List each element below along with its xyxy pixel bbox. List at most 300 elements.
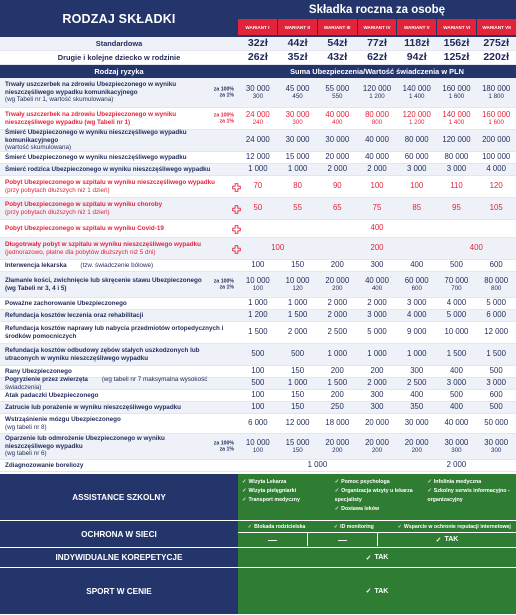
risk-name: Zdiagnozowanie boreliozy: [5, 461, 84, 469]
risk-label: [0, 198, 238, 219]
risk-label: [0, 434, 238, 459]
value-main: 1 000: [367, 349, 387, 359]
value-main: 45 000: [285, 83, 310, 93]
value-main: 600: [489, 260, 503, 270]
risk-value: [278, 272, 318, 297]
value-main: 75: [372, 203, 382, 213]
value-main: 2 000: [367, 378, 387, 388]
assistance-services: [238, 474, 516, 521]
value-main: 70: [253, 181, 263, 191]
premium-value: 125zł: [443, 51, 470, 64]
risk-section-bar: [0, 65, 516, 78]
variant-headers: [238, 19, 516, 35]
value-main: 1 000: [327, 349, 348, 359]
risk-values: [238, 366, 516, 377]
risk-label: [0, 344, 238, 365]
risk-values: [238, 434, 516, 459]
risk-label: [0, 176, 238, 197]
assistance-label: ASSISTANCE SZKOLNY: [0, 474, 238, 521]
value-main: 300: [370, 260, 384, 270]
value-main: 120: [489, 181, 503, 191]
risk-value: [476, 108, 516, 129]
risk-value: [476, 152, 516, 163]
value-per-percent: 200: [332, 447, 343, 455]
assistance-column: [423, 474, 516, 520]
premium-value: 220zł: [483, 51, 510, 64]
risk-value: [397, 260, 437, 271]
value-main: 4 000: [406, 310, 427, 320]
risk-row: [0, 220, 516, 238]
value-main: 300: [370, 390, 384, 400]
value-per-percent: 300: [292, 119, 303, 127]
premium-value: 275zł: [483, 37, 510, 50]
risk-row: [0, 322, 516, 344]
percent-100: za 100%: [213, 278, 234, 285]
tutoring-block: [0, 548, 516, 568]
percent-basis: [214, 278, 234, 291]
risk-row: [0, 460, 516, 472]
value-main: 9 000: [406, 327, 427, 337]
risk-value: [476, 272, 516, 297]
value-main: 400: [410, 390, 424, 400]
risk-value: [437, 260, 477, 271]
risk-value: [357, 434, 397, 459]
value-main: 2 000: [327, 164, 348, 174]
value-main: 100: [370, 181, 384, 191]
assistance-item: ✓ Pomoc psychologa: [335, 478, 422, 487]
risk-name: Rany Ubezpieczonego: [5, 367, 72, 375]
risk-value: [397, 272, 437, 297]
risk-label: [0, 152, 238, 163]
variant-header: WARIANT III: [318, 19, 357, 35]
risk-value: [317, 272, 357, 297]
risk-value: [238, 414, 278, 433]
risk-name: Interwencja lekarska: [5, 261, 67, 269]
risk-value: [437, 272, 477, 297]
risk-value: [278, 414, 318, 433]
risk-value: [437, 176, 477, 197]
value-main: 3 000: [406, 164, 427, 174]
variant-header: WARIANT V: [397, 19, 436, 35]
risk-value: 200: [370, 243, 384, 253]
risk-value: [238, 152, 278, 163]
risk-value: [317, 344, 357, 365]
risk-values: [238, 78, 516, 107]
risk-value: [476, 176, 516, 197]
risk-name: Trwały uszczerbek na zdrowiu Ubezpieczonego w wyniku nieszczęśliwego wypadku komunikacyjnego: [5, 81, 177, 96]
risk-values: [238, 460, 516, 471]
value-main: 15 000: [285, 152, 310, 162]
risk-name: Długotrwały pobyt w szpitalu w wyniku nieszczęśliwego wypadku: [5, 240, 201, 248]
risk-value: [357, 378, 397, 389]
risk-value: [317, 390, 357, 401]
risk-value: [476, 344, 516, 365]
value-per-percent: 1 400: [408, 93, 425, 101]
risk-row: [0, 260, 516, 272]
risk-value: [397, 366, 437, 377]
value-main: 1 500: [486, 349, 506, 359]
online-feature: ✓ Wsparcie w ochronie reputacji internetowej: [392, 521, 516, 532]
online-availability-row: [238, 533, 516, 546]
risk-value: [238, 366, 278, 377]
risk-value: [397, 344, 437, 365]
assistance-item: ✓ Szkolny serwis informacyjno -organizacyjny: [427, 487, 514, 505]
value-main: 30 000: [245, 83, 270, 93]
risk-value: [357, 78, 397, 107]
value-main: 12 000: [285, 418, 310, 428]
percent-1: za 1%: [219, 92, 234, 99]
risk-value: [278, 390, 318, 401]
risk-value: 400: [370, 223, 384, 233]
risk-value: [317, 378, 357, 389]
risk-values: [238, 176, 516, 197]
value-per-percent: 800: [491, 285, 502, 293]
risk-value: [278, 344, 318, 365]
premium-value: 43zł: [327, 51, 348, 64]
value-main: 500: [291, 349, 305, 359]
value-main: 3 000: [486, 378, 506, 388]
premium-value: 54zł: [327, 37, 348, 50]
risk-value: [317, 164, 357, 175]
percent-basis: [214, 112, 234, 125]
risk-value: [278, 366, 318, 377]
value-main: 100: [251, 366, 265, 376]
value-per-percent: 1 600: [448, 93, 465, 101]
risk-values: [238, 322, 516, 343]
risk-value: [397, 152, 437, 163]
not-included-mark: —: [238, 533, 308, 546]
risk-value: [278, 402, 318, 413]
risk-value: [437, 310, 477, 321]
value-main: 30 000: [285, 135, 310, 145]
risk-label: [0, 460, 238, 471]
risk-value: 400: [469, 243, 483, 253]
value-main: 2 000: [287, 327, 308, 337]
value-main: 120 000: [402, 109, 431, 119]
risk-name: Pogryzienie przez zwierzęta: [5, 375, 88, 383]
risk-value: [476, 310, 516, 321]
risk-value: [238, 198, 278, 219]
risk-label: [0, 310, 238, 321]
value-main: 15 000: [285, 437, 310, 447]
value-main: 1 000: [248, 298, 268, 308]
risk-label: [0, 164, 238, 175]
value-main: 4 000: [486, 164, 506, 174]
value-main: 2 000: [327, 310, 348, 320]
risk-label: [0, 260, 238, 271]
risk-value: [357, 366, 397, 377]
value-main: 250: [330, 402, 344, 412]
value-main: 60 000: [404, 275, 429, 285]
value-main: 200: [330, 366, 344, 376]
risk-label: [0, 238, 238, 259]
risk-value: [397, 130, 437, 151]
value-per-percent: 600: [411, 285, 422, 293]
value-main: 1 000: [287, 378, 308, 388]
risk-value: [278, 152, 318, 163]
risk-value: [437, 108, 477, 129]
value-main: 30 000: [285, 109, 310, 119]
value-main: 95: [452, 203, 461, 213]
value-main: 10 000: [245, 437, 270, 447]
value-main: 120 000: [362, 83, 392, 93]
sport-label: SPORT W CENIE: [0, 568, 238, 615]
risk-name: Śmierć rodzica Ubezpieczonego w wyniku nieszczęśliwego wypadku: [5, 165, 211, 173]
annual-premium-heading-block: [238, 0, 516, 37]
risk-value: [437, 366, 477, 377]
risk-value: [317, 298, 357, 309]
value-main: 150: [291, 260, 305, 270]
risk-value: [317, 108, 357, 129]
value-main: 500: [251, 349, 265, 359]
risk-value: [278, 108, 318, 129]
risk-label: [0, 272, 238, 297]
value-main: 4 000: [446, 298, 467, 308]
risk-values: [238, 260, 516, 271]
premium-value: 118zł: [404, 37, 430, 50]
risk-value: [238, 176, 278, 197]
value-main: 1 000: [287, 164, 308, 174]
table-header: [0, 0, 516, 37]
online-protection-block: [0, 521, 516, 548]
risk-value: [476, 260, 516, 271]
risk-row: [0, 298, 516, 310]
risk-value: [357, 108, 397, 129]
value-main: 500: [489, 402, 503, 412]
value-per-percent: 1 200: [408, 119, 425, 127]
risk-name: Złamanie kości, zwichnięcie lub skręcenie stawu Ubezpieczonego (wg Tabeli nr 3, 4 i 5): [5, 276, 202, 292]
risk-value: [476, 378, 516, 389]
value-main: 18 000: [325, 418, 350, 428]
value-main: 20 000: [365, 418, 389, 428]
assistance-block: [0, 474, 516, 521]
risk-note: (wg tabeli nr 8): [5, 423, 47, 431]
risk-value: [238, 272, 278, 297]
value-main: 90: [332, 181, 342, 191]
risk-value: [397, 78, 437, 107]
value-main: 100: [251, 402, 265, 412]
risk-value: [437, 402, 477, 413]
value-per-percent: 1 600: [488, 119, 504, 127]
risk-value: [278, 378, 318, 389]
value-per-percent: 400: [371, 285, 383, 293]
risk-value: [357, 130, 397, 151]
value-main: 1 500: [287, 310, 308, 320]
risk-value: [238, 78, 278, 107]
value-main: 160 000: [482, 109, 511, 119]
value-main: 80 000: [484, 275, 509, 285]
risk-value: [476, 366, 516, 377]
risk-values: [238, 414, 516, 433]
risk-value: [357, 298, 397, 309]
value-main: 80 000: [444, 152, 469, 162]
risk-value: [317, 130, 357, 151]
value-main: 70 000: [444, 275, 469, 285]
risk-row: [0, 164, 516, 176]
assistance-item: ✓ Dostawa leków: [335, 505, 422, 514]
online-feature: ✓ Blokada rodzicielska: [238, 521, 315, 532]
risk-value: [357, 414, 397, 433]
value-per-percent: 800: [371, 119, 383, 127]
percent-basis: [214, 440, 234, 453]
value-main: 20 000: [365, 437, 389, 447]
percent-basis: [214, 86, 234, 99]
risk-value: [278, 130, 318, 151]
online-features-row: [238, 521, 516, 533]
risk-label: [0, 108, 238, 129]
risk-value: [317, 434, 357, 459]
value-main: 30 000: [444, 437, 469, 447]
risk-value: [476, 322, 516, 343]
assistance-item: ✓ Organizacja wizyty u lekarza specjalisty: [335, 487, 422, 505]
value-per-percent: 200: [371, 447, 383, 455]
premium-row: [0, 51, 516, 65]
value-main: 20 000: [325, 437, 350, 447]
risk-value: [238, 344, 278, 365]
risk-values: [238, 238, 516, 259]
value-main: 1 200: [248, 310, 268, 320]
risk-value: [476, 164, 516, 175]
value-main: 1 000: [248, 164, 268, 174]
value-per-percent: 300: [491, 447, 502, 455]
risk-value: [476, 414, 516, 433]
value-per-percent: 700: [451, 285, 462, 293]
risk-type-heading: Rodzaj ryzyka: [94, 67, 144, 76]
risk-values: [238, 378, 516, 389]
value-main: 30 000: [484, 437, 509, 447]
risk-value: [437, 198, 477, 219]
value-main: 10 000: [444, 327, 469, 337]
risk-value: [437, 344, 477, 365]
risk-value: [357, 164, 397, 175]
risk-row: [0, 402, 516, 414]
value-main: 1 500: [446, 349, 467, 359]
variant-header: WARIANT II: [278, 19, 317, 35]
value-per-percent: 1 400: [448, 119, 465, 127]
risk-values: [238, 152, 516, 163]
included-mark: ✓ TAK: [238, 548, 516, 567]
value-main: 400: [449, 402, 463, 412]
hospital-cross-icon: [232, 183, 241, 192]
value-main: 200: [330, 260, 344, 270]
premium-type-heading: RODZAJ SKŁADKI: [62, 11, 176, 26]
risk-value: [317, 176, 357, 197]
risk-name-wrap: [5, 262, 238, 270]
risk-value: [476, 130, 516, 151]
risk-name: Refundacja kosztów leczenia oraz rehabilitacji: [5, 311, 144, 319]
value-main: 500: [489, 366, 503, 376]
value-main: 300: [410, 366, 424, 376]
risk-name: Pobyt Ubezpieczonego w szpitalu w wyniku choroby: [5, 200, 163, 208]
premium-label: Standardowa: [95, 38, 143, 48]
risk-value: [437, 130, 477, 151]
risk-value: [238, 260, 278, 271]
value-per-percent: 100: [252, 447, 264, 455]
risk-note: (jednorazowo, płatne dla pobytów dłuższych niż 5 dni): [5, 248, 156, 256]
value-per-percent: 1 800: [488, 93, 504, 101]
risk-value: [238, 390, 278, 401]
premium-values: [238, 37, 516, 50]
value-per-percent: 120: [292, 285, 303, 293]
risk-values: [238, 130, 516, 151]
risk-value: [437, 414, 477, 433]
value-main: 30 000: [325, 135, 350, 145]
value-main: 500: [449, 390, 463, 400]
risk-name: Refundacja kosztów odbudowy zębów stałych uszkodzonych lub utraconych w wyniku nieszczęśliwego wypadku: [5, 346, 200, 362]
percent-100: za 100%: [213, 440, 234, 447]
value-main: 120 000: [442, 135, 471, 145]
value-main: 150: [291, 390, 305, 400]
risk-value: [397, 378, 437, 389]
value-main: 3 000: [406, 298, 427, 308]
risk-label: [0, 220, 238, 237]
risk-value: 100: [271, 243, 285, 253]
risk-value: [437, 298, 477, 309]
value-main: 500: [251, 378, 265, 388]
risk-value: [437, 322, 477, 343]
value-per-percent: 200: [411, 447, 422, 455]
included-mark: ✓ TAK: [378, 533, 516, 546]
premium-value: 35zł: [287, 51, 308, 64]
value-main: 80 000: [365, 109, 389, 119]
risk-row: [0, 130, 516, 152]
risk-value: [476, 298, 516, 309]
risk-value: [357, 260, 397, 271]
value-main: 80 000: [404, 135, 429, 145]
risk-value: [397, 164, 437, 175]
value-main: 50: [253, 203, 263, 213]
risk-value: [278, 322, 318, 343]
risk-value: [317, 260, 357, 271]
risk-label: [0, 402, 238, 413]
risk-value: 1 000: [307, 460, 328, 470]
risk-value: [317, 402, 357, 413]
risk-value: [238, 434, 278, 459]
risk-label: [0, 130, 238, 151]
value-main: 200: [370, 366, 384, 376]
percent-1: za 1%: [219, 284, 234, 291]
risk-label: [0, 390, 238, 401]
value-main: 110: [450, 181, 463, 191]
assistance-item: ✓ Wizyta pielęgniarki: [242, 487, 329, 496]
value-main: 140 000: [402, 83, 431, 93]
risk-value: [397, 414, 437, 433]
risk-value: [397, 108, 437, 129]
risk-value: [476, 390, 516, 401]
value-main: 3 000: [446, 164, 467, 174]
value-main: 10 000: [285, 275, 310, 285]
value-main: 60 000: [404, 152, 429, 162]
assistance-column: [238, 474, 331, 520]
value-main: 40 000: [365, 275, 389, 285]
assistance-item: ✓ Transport medyczny: [242, 496, 329, 505]
value-main: 40 000: [365, 135, 389, 145]
risk-row: [0, 152, 516, 164]
tutoring-values: [238, 548, 516, 568]
risk-value: [357, 402, 397, 413]
risk-value: [397, 298, 437, 309]
value-main: 400: [410, 260, 424, 270]
value-main: 160 000: [442, 83, 471, 93]
sport-block: [0, 568, 516, 615]
value-main: 100: [251, 260, 265, 270]
risk-label: [0, 78, 238, 107]
risk-value: [357, 322, 397, 343]
risk-values: [238, 198, 516, 219]
value-main: 85: [412, 203, 422, 213]
premium-row: [0, 37, 516, 51]
risk-value: [278, 434, 318, 459]
